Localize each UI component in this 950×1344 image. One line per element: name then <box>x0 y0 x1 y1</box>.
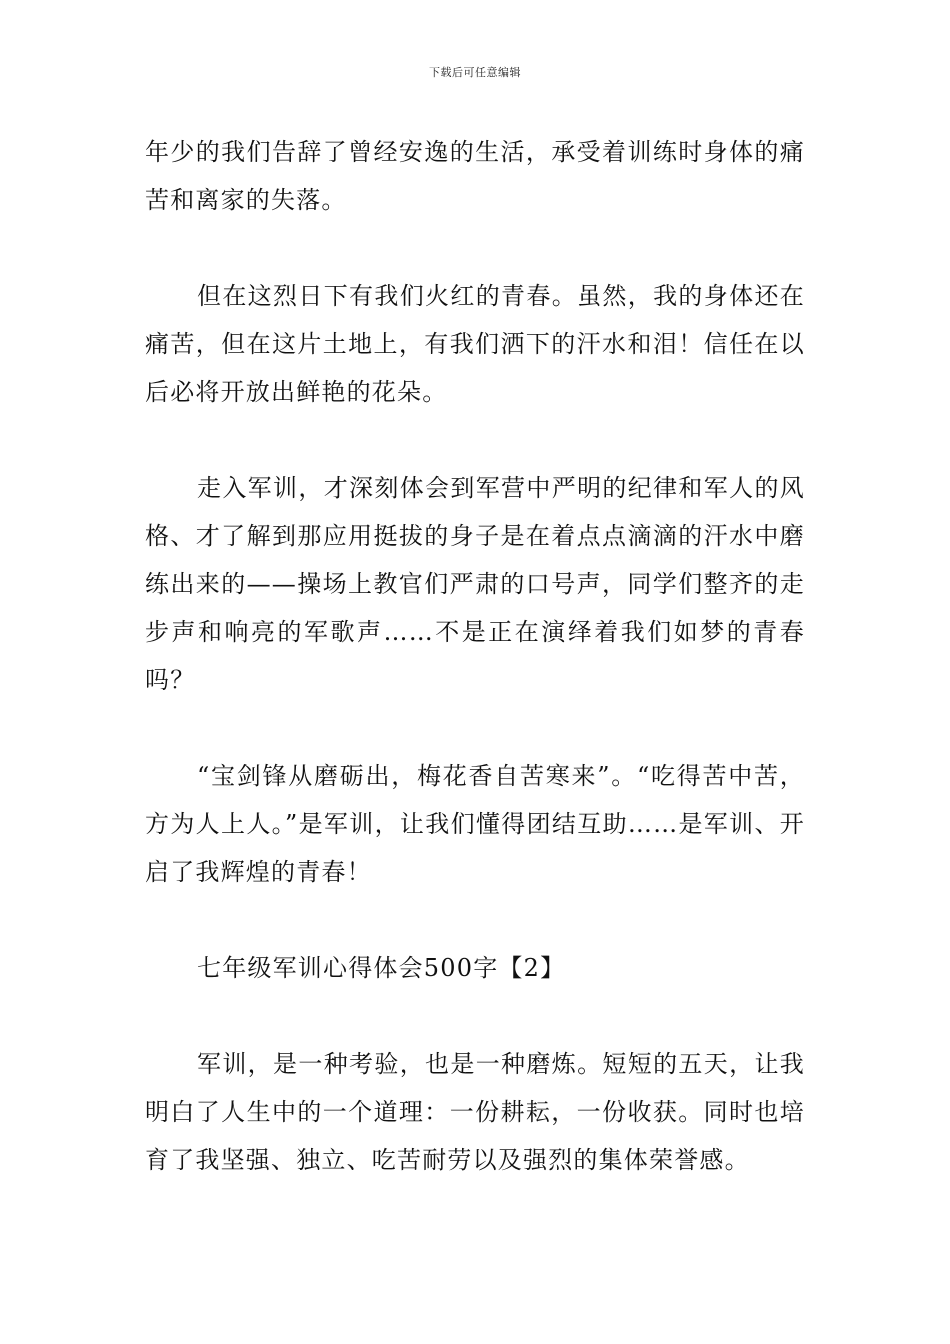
paragraph-gap <box>145 416 805 464</box>
page-header-note: 下载后可任意编辑 <box>429 66 521 79</box>
paragraph-gap <box>145 896 805 944</box>
paragraph-2: 但在这烈日下有我们火红的青春。虽然，我的身体还在痛苦，但在这片土地上，有我们洒下的汗水和泪！信任在以后必将开放出鲜艳的花朵。 <box>145 282 805 406</box>
paragraph-1: 年少的我们告辞了曾经安逸的生活，承受着训练时身体的痛苦和离家的失落。 <box>145 138 805 214</box>
document-body <box>145 128 805 1184</box>
paragraph-3: 走入军训，才深刻体会到军营中严明的纪律和军人的风格、才了解到那应用挺拔的身子是在着点点滴滴的汗水中磨练出来的——操场上教官们严肃的口号声，同学们整齐的走步声和响亮的军歌声……不是正在演绎着我们如梦的青春吗？ <box>145 474 805 694</box>
paragraph-4: “宝剑锋从磨砺出，梅花香自苦寒来”。“吃得苦中苦，方为人上人。”是军训，让我们懂得团结互助……是军训、开启了我辉煌的青春！ <box>145 762 805 886</box>
paragraph-5: 军训，是一种考验，也是一种磨炼。短短的五天，让我明白了人生中的一个道理：一份耕耘，一份收获。同时也培育了我坚强、独立、吃苦耐劳以及强烈的集体荣誉感。 <box>145 1050 805 1174</box>
paragraph-gap <box>145 704 805 752</box>
paragraph-gap <box>145 224 805 272</box>
section-heading: 七年级军训心得体会500字【2】 <box>197 954 566 982</box>
paragraph-gap <box>145 992 805 1040</box>
